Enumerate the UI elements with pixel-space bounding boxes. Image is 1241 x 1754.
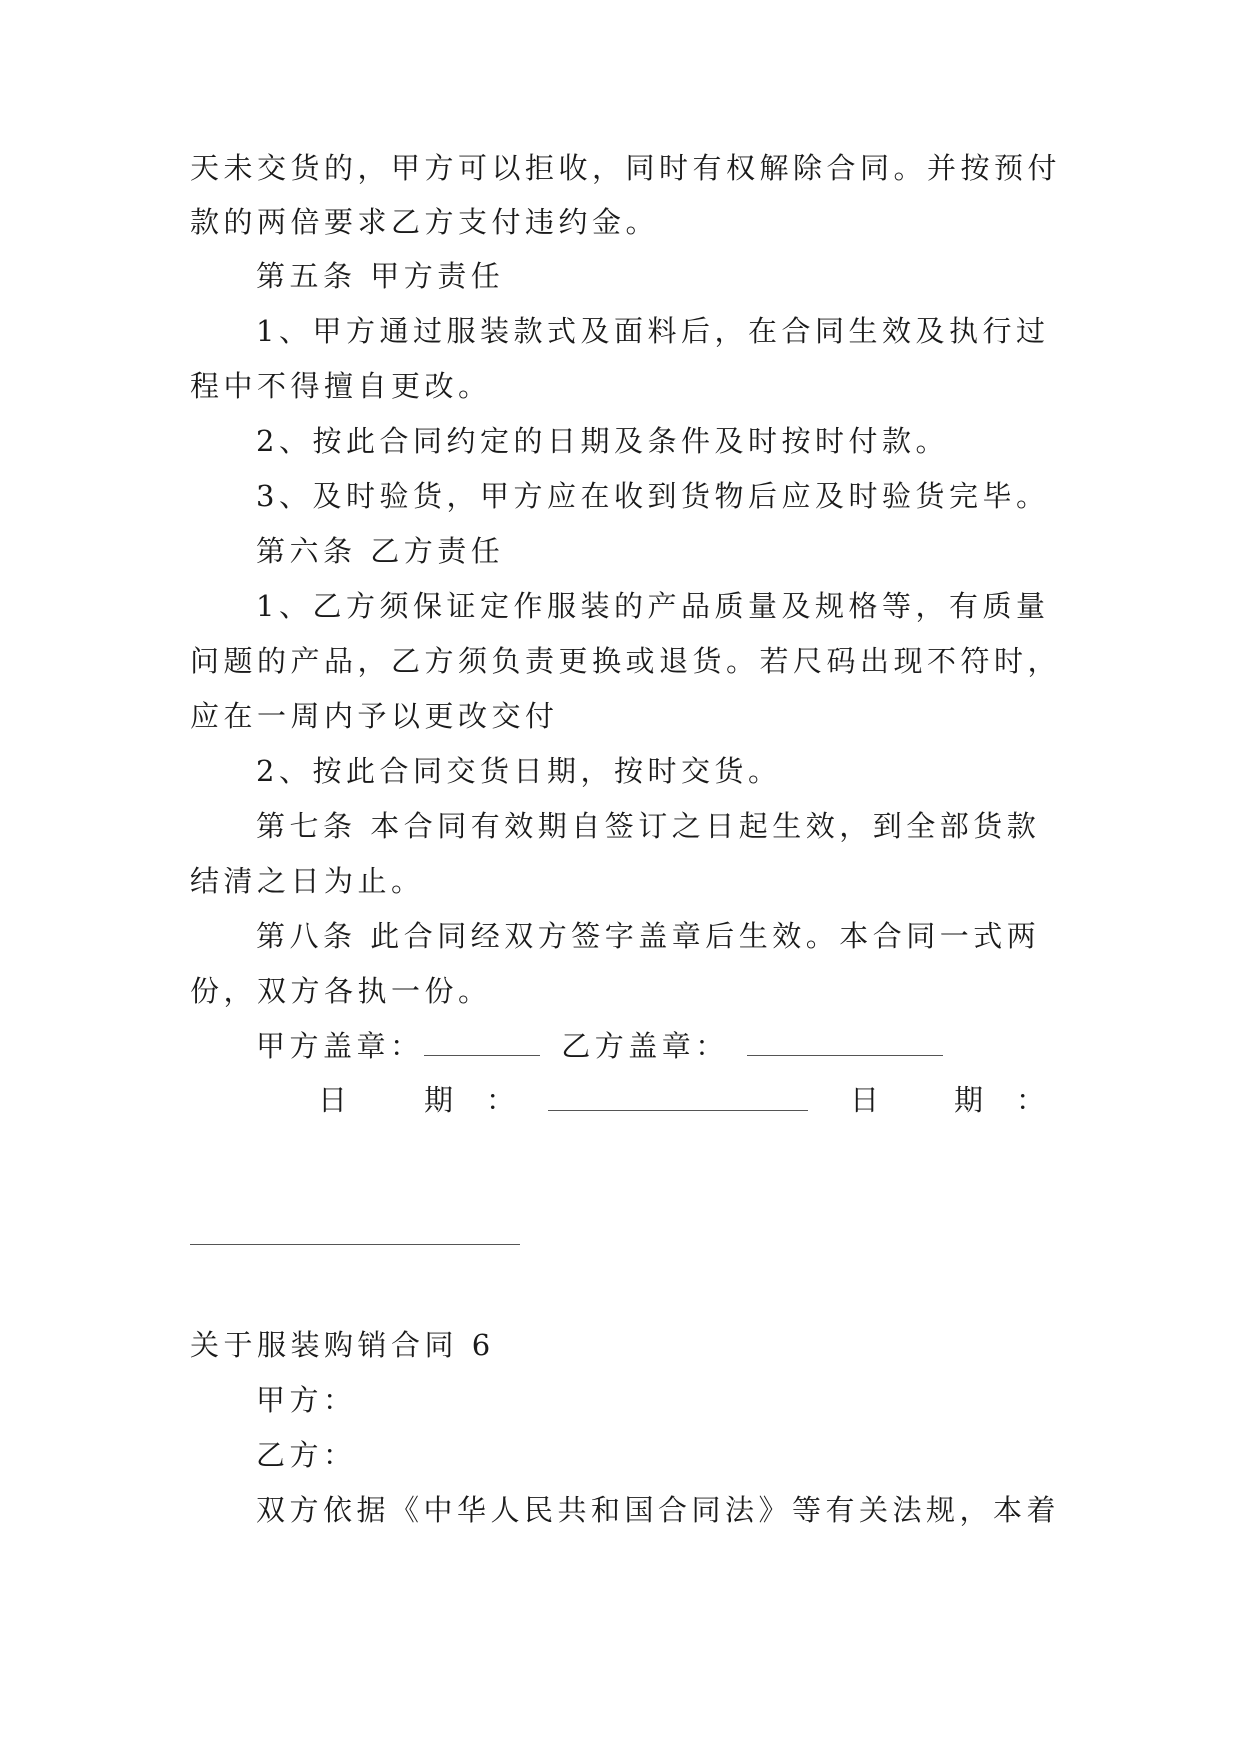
paragraph-line: 份，双方各执一份。: [190, 974, 492, 1008]
date-b-ri: 日: [850, 1083, 880, 1117]
paragraph-line: 2、按此合同交货日期，按时交货。: [256, 754, 782, 788]
party-b-seal-blank: [747, 1025, 943, 1056]
party-b-label: 乙方：: [256, 1438, 357, 1472]
date-b-blank: [190, 1244, 520, 1245]
article-7-line: 第七条 本合同有效期自签订之日起生效，到全部货款: [256, 809, 1041, 843]
party-a-label: 甲方：: [256, 1383, 357, 1417]
date-a-blank: [548, 1080, 808, 1111]
party-a-seal-label: 甲方盖章：: [256, 1029, 424, 1063]
paragraph-line: 1、乙方须保证定作服装的产品质量及规格等，有质量: [256, 589, 1050, 623]
paragraph-line: 问题的产品，乙方须负责更换或退货。若尺码出现不符时，: [190, 644, 1062, 678]
paragraph-line: 结清之日为止。: [190, 864, 425, 898]
contract-title: 关于服装购销合同 6: [190, 1328, 495, 1362]
party-b-seal-label: 乙方盖章：: [561, 1029, 729, 1063]
article-6-heading: 第六条 乙方责任: [256, 534, 505, 568]
date-a-qi: 期: [424, 1083, 454, 1117]
article-5-heading: 第五条 甲方责任: [256, 259, 505, 293]
paragraph-line: 程中不得擅自更改。: [190, 369, 492, 403]
party-a-seal-blank: [424, 1025, 540, 1056]
paragraph-line: 2、按此合同约定的日期及条件及时按时付款。: [256, 424, 949, 458]
date-b-qi: 期: [954, 1083, 984, 1117]
date-a-ri: 日: [318, 1083, 348, 1117]
paragraph-line: 1、甲方通过服装款式及面料后，在合同生效及执行过: [256, 314, 1050, 348]
paragraph-line: 应在一周内予以更改交付: [190, 699, 559, 733]
paragraph-line: 天未交货的，甲方可以拒收，同时有权解除合同。并按预付: [190, 151, 1062, 185]
paragraph-line: 款的两倍要求乙方支付违约金。: [190, 205, 660, 239]
date-b-colon: ：: [1016, 1083, 1046, 1117]
paragraph-line: 3、及时验货，甲方应在收到货物后应及时验货完毕。: [256, 479, 1050, 513]
article-8-line: 第八条 此合同经双方签字盖章后生效。本合同一式两: [256, 919, 1041, 953]
signature-row: [256, 1025, 943, 1066]
contract-intro: 双方依据《中华人民共和国合同法》等有关法规，本着: [256, 1493, 1061, 1527]
date-a-colon: ：: [486, 1083, 516, 1117]
